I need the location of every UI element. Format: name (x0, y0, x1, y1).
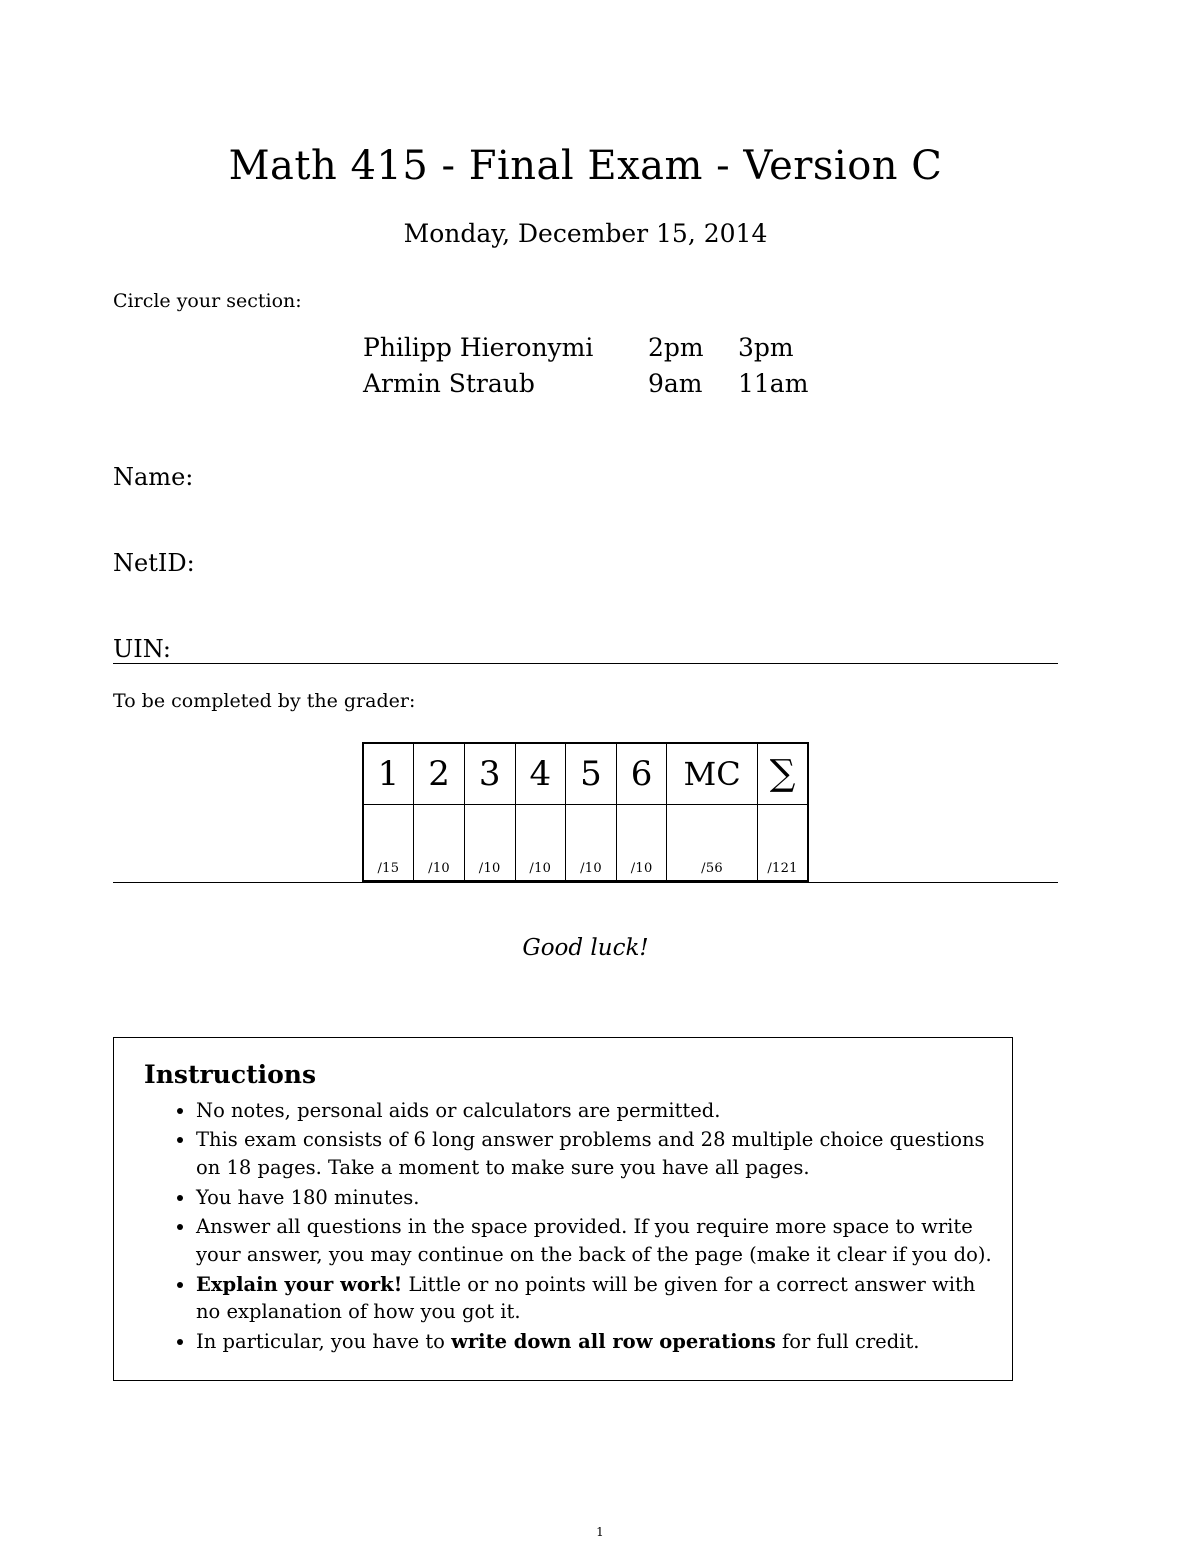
grade-header-cell: 2 (414, 743, 465, 805)
grade-value-cell[interactable]: /10 (515, 804, 566, 881)
netid-field-label[interactable]: NetID: (113, 548, 195, 577)
uin-field-label[interactable]: UIN: (113, 634, 171, 663)
name-field-label[interactable]: Name: (113, 462, 194, 491)
grade-header-cell: 1 (363, 743, 414, 805)
instructions-list (136, 1097, 992, 1356)
instructions-heading: Instructions (144, 1059, 317, 1089)
grade-table (362, 742, 810, 882)
grade-header-cell: 4 (515, 743, 566, 805)
grader-prompt: To be completed by the grader: (113, 689, 416, 712)
grade-value-cell-total[interactable]: /121 (757, 804, 808, 881)
grade-header-cell: 3 (464, 743, 515, 805)
instruction-item-explain (196, 1271, 992, 1326)
divider-top (113, 663, 1058, 664)
section-row[interactable] (363, 366, 808, 402)
grade-header-cell-mc: MC (667, 743, 757, 805)
section-time-option[interactable]: 2pm (648, 333, 704, 362)
grade-table-wrapper (113, 742, 1058, 882)
section-time-option[interactable]: 9am (648, 369, 703, 399)
instructions-box (113, 1037, 1013, 1381)
grade-table-header-row (363, 743, 809, 805)
section-time-option[interactable]: 11am (738, 369, 809, 399)
grade-header-cell: 6 (616, 743, 667, 805)
instruction-emphasis: Explain your work! (196, 1272, 403, 1296)
instruction-item: • No notes, personal aids or calculators are permitted. (196, 1097, 992, 1125)
circle-section-prompt: Circle your section: (113, 290, 302, 312)
grade-value-cell[interactable]: /10 (464, 804, 515, 881)
grade-header-cell-total: ∑ (757, 743, 808, 805)
exam-date: Monday, December 15, 2014 (403, 219, 768, 248)
section-instructor[interactable]: Armin Straub (363, 369, 535, 399)
instruction-item: • Answer all questions in the space provided. If you require more space to write your answer, you may continue on the back of the page (make it clear if you do). (196, 1213, 992, 1268)
instruction-emphasis: write down all row operations (451, 1330, 776, 1353)
section-time-option[interactable]: 3pm (738, 333, 794, 362)
instruction-item: • You have 180 minutes. (196, 1184, 992, 1212)
instruction-text: Little or no points will be given for a correct answer with no explanation of how you got it. (196, 1272, 976, 1324)
divider-bottom (113, 882, 1058, 883)
grade-table-value-row (363, 804, 809, 881)
page-content (113, 0, 1058, 1381)
grade-value-cell-mc[interactable]: /56 (667, 804, 757, 881)
grade-value-cell[interactable]: /10 (414, 804, 465, 881)
section-list (363, 330, 1058, 403)
instruction-text: for full credit. (775, 1330, 920, 1353)
page-title: Math 415 - Final Exam - Version C (228, 143, 943, 189)
page-number: 1 (596, 1525, 604, 1539)
instruction-item: • This exam consists of 6 long answer problems and 28 multiple choice questions on 18 pages. Take a moment to make sure you have all pages. (196, 1126, 992, 1181)
grade-header-cell: 5 (566, 743, 617, 805)
section-row[interactable] (363, 330, 808, 366)
grade-value-cell[interactable]: /10 (566, 804, 617, 881)
good-luck-text: Good luck! (522, 934, 649, 961)
instruction-item-row-ops (196, 1328, 992, 1356)
instruction-text: In particular, you have to (196, 1330, 452, 1353)
grade-value-cell[interactable]: /15 (363, 804, 414, 881)
section-instructor[interactable]: Philipp Hieronymi (363, 333, 594, 362)
grade-value-cell[interactable]: /10 (616, 804, 667, 881)
